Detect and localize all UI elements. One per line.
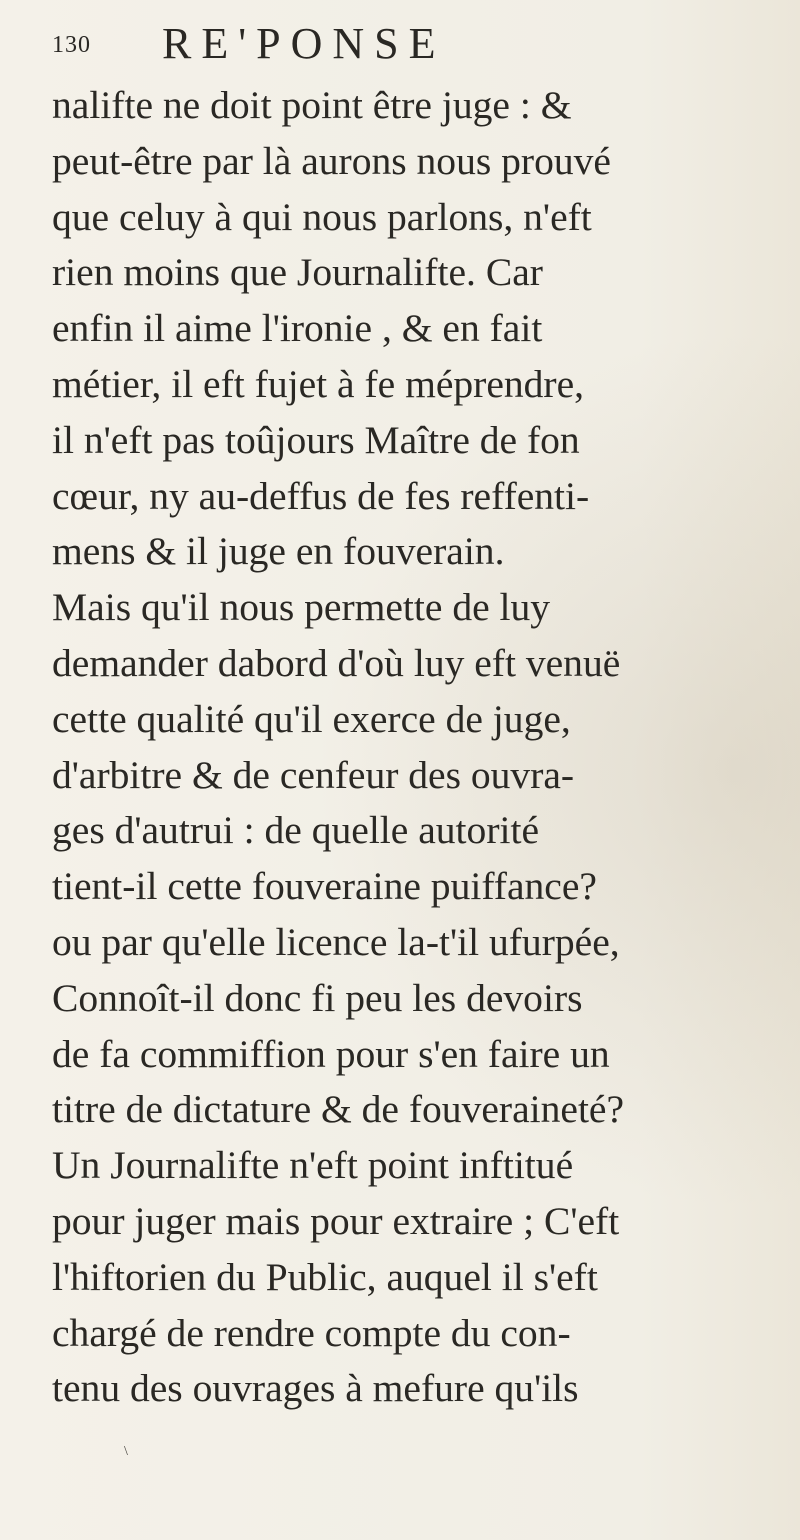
page-number: 130 — [52, 32, 91, 58]
text-line: rien moins que Journalifte. Car — [52, 250, 543, 295]
text-line: cette qualité qu'il exerce de juge, — [52, 696, 571, 741]
text-line: enfin il aime l'ironie , & en fait — [52, 306, 543, 351]
text-line: chargé de rendre compte du con- — [52, 1310, 571, 1355]
text-line: mens & il juge en fouverain. — [52, 529, 505, 574]
text-line: pour juger mais pour extraire ; C'eft — [52, 1198, 620, 1243]
body-text — [52, 78, 772, 1417]
text-line: Mais qu'il nous permette de luy — [52, 585, 551, 630]
running-title: RE'PONSE — [162, 19, 446, 68]
text-line: tient-il cette fouveraine puiffance? — [52, 864, 597, 909]
text-line: Un Journalifte n'eft point inftitué — [52, 1143, 574, 1188]
text-line: Connoît-il donc fi peu les devoirs — [52, 975, 583, 1020]
text-line: il n'eft pas toûjours Maître de fon — [52, 417, 580, 462]
text-line: de fa commiffion pour s'en faire un — [52, 1031, 610, 1076]
text-line: titre de dictature & de fouveraineté? — [52, 1087, 625, 1132]
text-line: l'hiftorien du Public, auquel il s'eft — [52, 1254, 598, 1299]
text-line: d'arbitre & de cenfeur des ouvra- — [52, 752, 575, 797]
text-line: ges d'autrui : de quelle autorité — [52, 808, 540, 853]
text-line: peut-être par là aurons nous prouvé — [52, 138, 611, 183]
page-header — [52, 18, 752, 74]
text-line: demander dabord d'où luy eft venuë — [52, 640, 621, 685]
text-line: que celuy à qui nous parlons, n'eft — [52, 194, 592, 239]
footer-mark: \ — [124, 1444, 128, 1459]
text-line: métier, il eft fujet à fe méprendre, — [52, 361, 585, 406]
text-line: ou par qu'elle licence la-t'il ufurpée, — [52, 919, 620, 964]
text-line: cœur, ny au-deffus de fes reffenti- — [52, 473, 590, 518]
text-line: nalifte ne doit point être juge : & — [52, 83, 572, 127]
text-line: tenu des ouvrages à mefure qu'ils — [52, 1366, 579, 1411]
